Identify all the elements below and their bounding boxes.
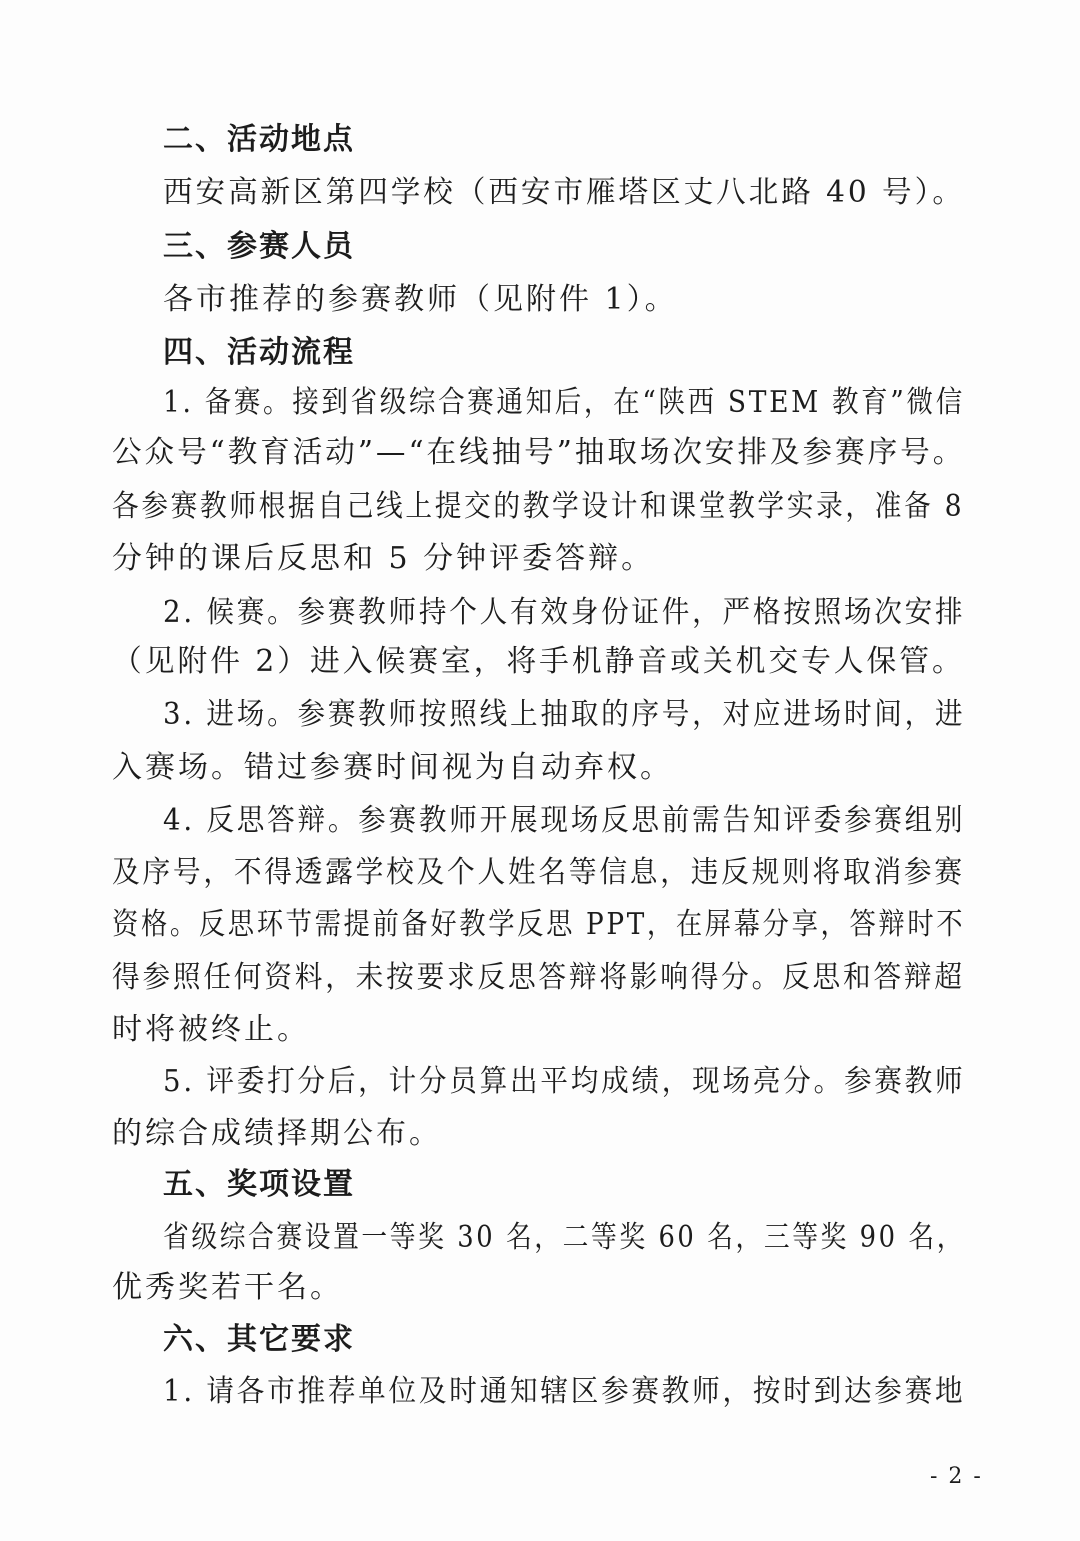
- paragraph-line: 4. 反思答辩。参赛教师开展现场反思前需告知评委参赛组别: [163, 803, 966, 838]
- location-text: 西安高新区第四学校（西安市雁塔区丈八北路 40 号）。: [163, 175, 965, 210]
- section-heading-location: 二、活动地点: [163, 122, 355, 157]
- paragraph-line: 1. 备赛。接到省级综合赛通知后，在“陕西 STEM 教育”微信: [163, 385, 965, 420]
- paragraph-line: 得参照任何资料，未按要求反思答辩将影响得分。反思和答辩超: [112, 960, 965, 995]
- paragraph-line: 分钟的课后反思和 5 分钟评委答辩。: [112, 541, 655, 576]
- paragraph-line: 时将被终止。: [112, 1012, 310, 1047]
- page-number: - 2 -: [930, 1464, 983, 1489]
- paragraph-line: 的综合成绩择期公布。: [112, 1116, 442, 1151]
- paragraph-line: 公众号“教育活动”—“在线抽号”抽取场次安排及参赛序号。: [112, 435, 966, 470]
- paragraph-line: 及序号，不得透露学校及个人姓名等信息，违反规则将取消参赛: [112, 855, 965, 890]
- paragraph-line: 2. 候赛。参赛教师持个人有效身份证件，严格按照场次安排: [163, 595, 966, 630]
- paragraph-line: 入赛场。错过参赛时间视为自动弃权。: [112, 750, 673, 785]
- paragraph-line: 省级综合赛设置一等奖 30 名，二等奖 60 名，三等奖 90 名，: [163, 1220, 966, 1255]
- section-heading-process: 四、活动流程: [163, 335, 355, 370]
- paragraph-line: （见附件 2）进入候赛室，将手机静音或关机交专人保管。: [112, 644, 965, 679]
- section-heading-requirements: 六、其它要求: [163, 1322, 355, 1357]
- paragraph-line: 1. 请各市推荐单位及时通知辖区参赛教师，按时到达参赛地: [163, 1374, 966, 1409]
- section-heading-awards: 五、奖项设置: [163, 1167, 355, 1202]
- section-heading-participants: 三、参赛人员: [163, 229, 355, 264]
- participants-text: 各市推荐的参赛教师（见附件 1）。: [163, 282, 678, 317]
- paragraph-line: 3. 进场。参赛教师按照线上抽取的序号，对应进场时间，进: [163, 697, 966, 732]
- paragraph-line: 5. 评委打分后，计分员算出平均成绩，现场亮分。参赛教师: [163, 1064, 966, 1099]
- paragraph-line: 优秀奖若干名。: [112, 1270, 343, 1305]
- paragraph-line: 各参赛教师根据自己线上提交的教学设计和课堂教学实录，准备 8: [112, 489, 965, 524]
- paragraph-line: 资格。反思环节需提前备好教学反思 PPT，在屏幕分享，答辩时不: [112, 907, 966, 942]
